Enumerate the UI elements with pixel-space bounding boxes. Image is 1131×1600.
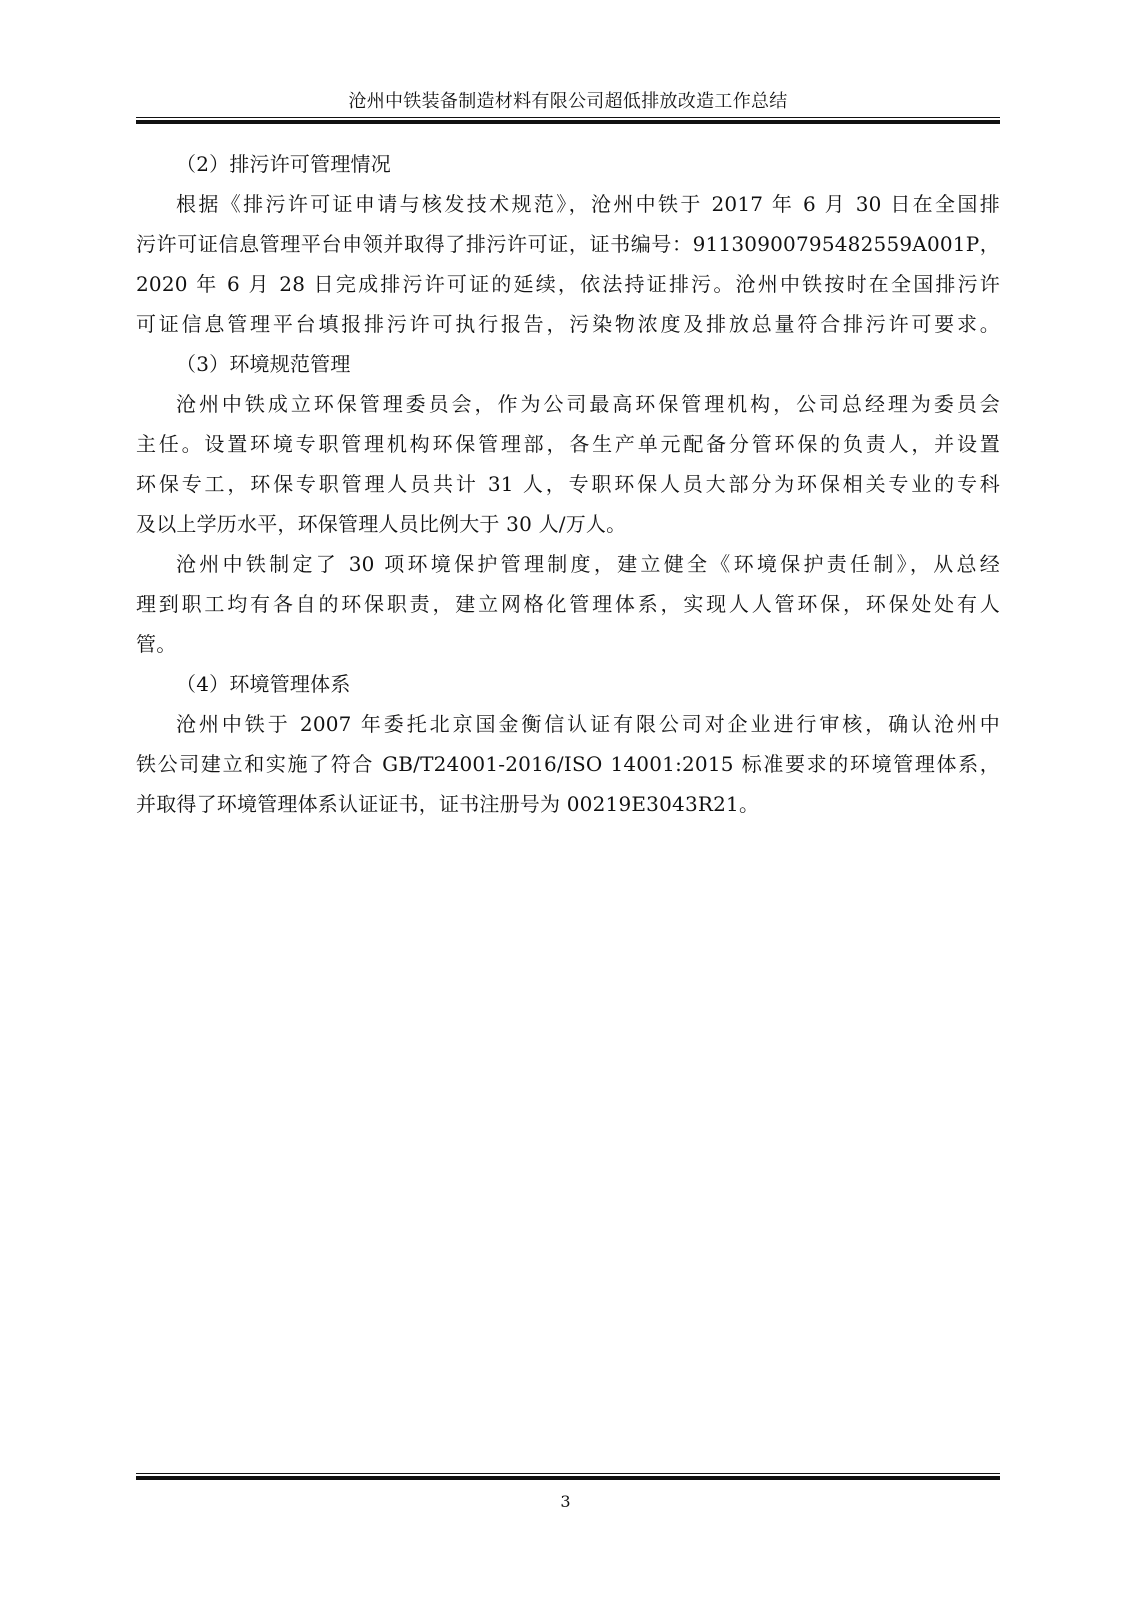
section-heading: （2）排污许可管理情况 — [176, 152, 391, 176]
paragraph-line: 并取得了环境管理体系认证证书，证书注册号为 00219E3043R21。 — [136, 792, 760, 816]
paragraph-line: 及以上学历水平，环保管理人员比例大于 30 人/万人。 — [136, 512, 627, 536]
page-number: 3 — [560, 1492, 571, 1511]
paragraph-line: 可证信息管理平台填报排污许可执行报告，污染物浓度及排放总量符合排污许可要求。 — [136, 312, 1000, 336]
paragraph-line: 主任。设置环境专职管理机构环保管理部，各生产单元配备分管环保的负责人，并设置 — [136, 432, 1000, 456]
section-heading: （4）环境管理体系 — [176, 672, 351, 696]
paragraph-line: 理到职工均有各自的环保职责，建立网格化管理体系，实现人人管环保，环保处处有人 — [136, 592, 1000, 616]
paragraph — [136, 384, 1000, 544]
footer-rule-thick-line — [136, 1476, 1000, 1480]
paragraph — [136, 704, 1000, 824]
paragraph-line: 沧州中铁成立环保管理委员会，作为公司最高环保管理机构，公司总经理为委员会 — [176, 392, 1000, 416]
section-heading: （3）环境规范管理 — [176, 352, 351, 376]
header-rule-thick-line — [136, 120, 1000, 124]
document-body — [136, 144, 1000, 824]
header-title: 沧州中铁装备制造材料有限公司超低排放改造工作总结 — [348, 91, 788, 112]
footer-rule — [136, 1473, 1000, 1480]
paragraph-line: 管。 — [136, 632, 177, 656]
paragraph-line: 沧州中铁制定了 30 项环境保护管理制度，建立健全《环境保护责任制》，从总经 — [176, 552, 1000, 576]
paragraph-line: 环保专工，环保专职管理人员共计 31 人，专职环保人员大部分为环保相关专业的专科 — [136, 472, 1000, 496]
paragraph-line: 沧州中铁于 2007 年委托北京国金衡信认证有限公司对企业进行审核，确认沧州中 — [176, 712, 1000, 736]
paragraph — [136, 184, 1000, 344]
paragraph — [136, 544, 1000, 664]
paragraph-line: 铁公司建立和实施了符合 GB/T24001-2016/ISO 14001:2015 标准要求的环境管理体系， — [136, 752, 1000, 776]
paragraph-line: 根据《排污许可证申请与核发技术规范》，沧州中铁于 2017 年 6 月 30 日在全国排 — [176, 192, 1000, 216]
paragraph-line: 污许可证信息管理平台申领并取得了排污许可证，证书编号：91130900795482559A001P， — [136, 232, 1000, 256]
paragraph-line: 2020 年 6 月 28 日完成排污许可证的延续，依法持证排污。沧州中铁按时在全国排污许 — [136, 272, 1000, 296]
header-rule — [136, 117, 1000, 124]
